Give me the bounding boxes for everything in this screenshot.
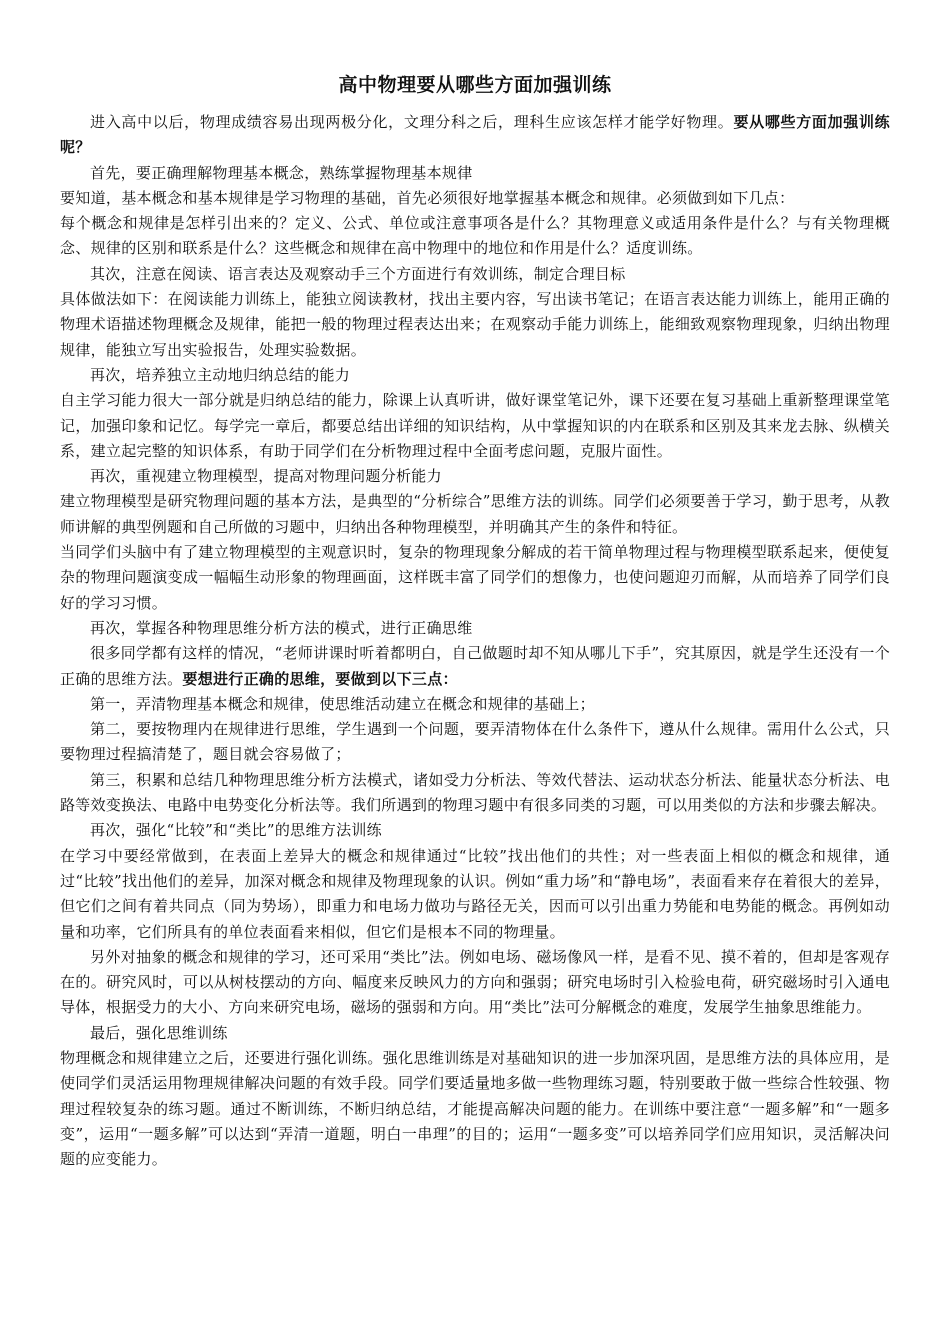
paragraph: 在学习中要经常做到，在表面上差异大的概念和规律通过“比较”找出他们的共性；对一些表面上相似的概念和规律，通过“比较”找出他们的差异，加深对概念和规律及物理现象的认识。例如“重力场”和“静电场”，表面看来存在着很大的差异，但它们之间有着共同点（同为势场），即重力和电场力做功与路径无关，因而可以引出重力势能和电势能的概念。再例如动量和功率，它们所具有的单位表面看来相似，但它们是根本不同的物理量。 bbox=[60, 846, 890, 941]
section-heading: 首先，要正确理解物理基本概念，熟练掌握物理基本规律 bbox=[90, 163, 473, 182]
paragraph: 物理概念和规律建立之后，还要进行强化训练。强化思维训练是对基础知识的进一步加深巩固，是思维方法的具体应用，是使同学们灵活运用物理规律解决问题的有效手段。同学们要适量地多做一些物理练习题，特别要敢于做一些综合性较强、物理过程较复杂的练习题。通过不断训练，不断归纳总结，才能提高解决问题的能力。在训练中要注意“一题多解”和“一题多变”，运用“一题多解”可以达到“弄清一道题，明白一串理”的目的；运用“一题多变”可以培养同学们应用知识，灵活解决问题的应变能力。 bbox=[60, 1048, 890, 1169]
paragraph: 当同学们头脑中有了建立物理模型的主观意识时，复杂的物理现象分解成的若干简单物理过程与物理模型联系起来，便使复杂的物理问题演变成一幅幅生动形象的物理画面，这样既丰富了同学们的想像力，也使问题迎刃而解，从而培养了同学们良好的学习习惯。 bbox=[60, 543, 890, 612]
paragraph: 自主学习能力很大一部分就是归纳总结的能力，除课上认真听讲，做好课堂笔记外，课下还要在复习基础上重新整理课堂笔记，加强印象和记忆。每学完一章后，都要总结出详细的知识结构，从中掌握知识的内在联系和区别及其来龙去脉、纵横关系，建立起完整的知识体系，有助于同学们在分析物理过程中全面考虑问题，克服片面性。 bbox=[60, 391, 890, 460]
section-heading: 其次，注意在阅读、语言表达及观察动手三个方面进行有效训练，制定合理目标 bbox=[90, 264, 626, 283]
paragraph: 第二，要按物理内在规律进行思维，学生遇到一个问题，要弄清物体在什么条件下，遵从什么规律。需用什么公式，只要物理过程搞清楚了，题目就会容易做了； bbox=[60, 720, 890, 764]
paragraph: 每个概念和规律是怎样引出来的？定义、公式、单位或注意事项各是什么？其物理意义或适用条件是什么？与有关物理概念、规律的区别和联系是什么？这些概念和规律在高中物理中的地位和作用是什么？适度训练。 bbox=[60, 214, 890, 258]
paragraph: 第一，弄清物理基本概念和规律，使思维活动建立在概念和规律的基础上； bbox=[90, 694, 595, 713]
section-heading: 再次，重视建立物理模型，提高对物理问题分析能力 bbox=[90, 467, 442, 486]
paragraph-bold-text: 要从哪些方面加强训练呢？ bbox=[60, 113, 890, 157]
document-title: 高中物理要从哪些方面加强训练 bbox=[338, 74, 612, 96]
document-page bbox=[60, 70, 890, 1172]
section-heading: 再次，培养独立主动地归纳总结的能力 bbox=[90, 365, 351, 384]
paragraph-text: 进入高中以后，物理成绩容易出现两极分化，文理分科之后，理科生应该怎样才能学好物理。 bbox=[90, 113, 734, 131]
paragraph bbox=[60, 110, 890, 161]
paragraph-bold-text: 要想进行正确的思维，要做到以下三点： bbox=[182, 669, 458, 688]
section-heading: 最后，强化思维训练 bbox=[90, 1023, 228, 1042]
paragraph: 要知道，基本概念和基本规律是学习物理的基础，首先必须很好地掌握基本概念和规律。必须做到如下几点： bbox=[60, 188, 795, 207]
section-heading: 再次，强化“比较”和“类比”的思维方法训练 bbox=[90, 821, 382, 840]
paragraph: 第三，积累和总结几种物理思维分析方法模式，诸如受力分析法、等效代替法、运动状态分析法、能量状态分析法、电路等效变换法、电路中电势变化分析法等。我们所遇到的物理习题中有很多同类的习题，可以用类似的方法和步骤去解决。 bbox=[60, 770, 890, 815]
paragraph: 建立物理模型是研究物理问题的基本方法，是典型的“分析综合”思维方法的训练。同学们必须要善于学习，勤于思考，从教师讲解的典型例题和自己所做的习题中，归纳出各种物理模型，并明确其产生的条件和特征。 bbox=[60, 492, 890, 536]
paragraph bbox=[60, 641, 890, 692]
paragraph: 另外对抽象的概念和规律的学习，还可采用“类比”法。例如电场、磁场像风一样，是看不见、摸不着的，但却是客观存在的。研究风时，可以从树枝摆动的方向、幅度来反映风力的方向和强弱；研究电场时引入检验电荷，研究磁场时引入通电导体，根据受力的大小、方向来研究电场，磁场的强弱和方向。用“类比”法可分解概念的难度，发展学生抽象思维能力。 bbox=[60, 947, 890, 1017]
paragraph-text: 很多同学都有这样的情况，“老师讲课时听着都明白，自己做题时却不知从哪儿下手”，究其原因，就是学生还没有一个正确的思维方法。 bbox=[60, 644, 890, 688]
section-heading: 再次，掌握各种物理思维分析方法的模式，进行正确思维 bbox=[90, 618, 473, 637]
paragraph: 具体做法如下：在阅读能力训练上，能独立阅读教材，找出主要内容，写出读书笔记；在语言表达能力训练上，能用正确的物理术语描述物理概念及规律，能把一般的物理过程表达出来；在观察动手能力训练上，能细致观察物理现象，归纳出物理规律，能独立写出实验报告，处理实验数据。 bbox=[60, 290, 890, 359]
